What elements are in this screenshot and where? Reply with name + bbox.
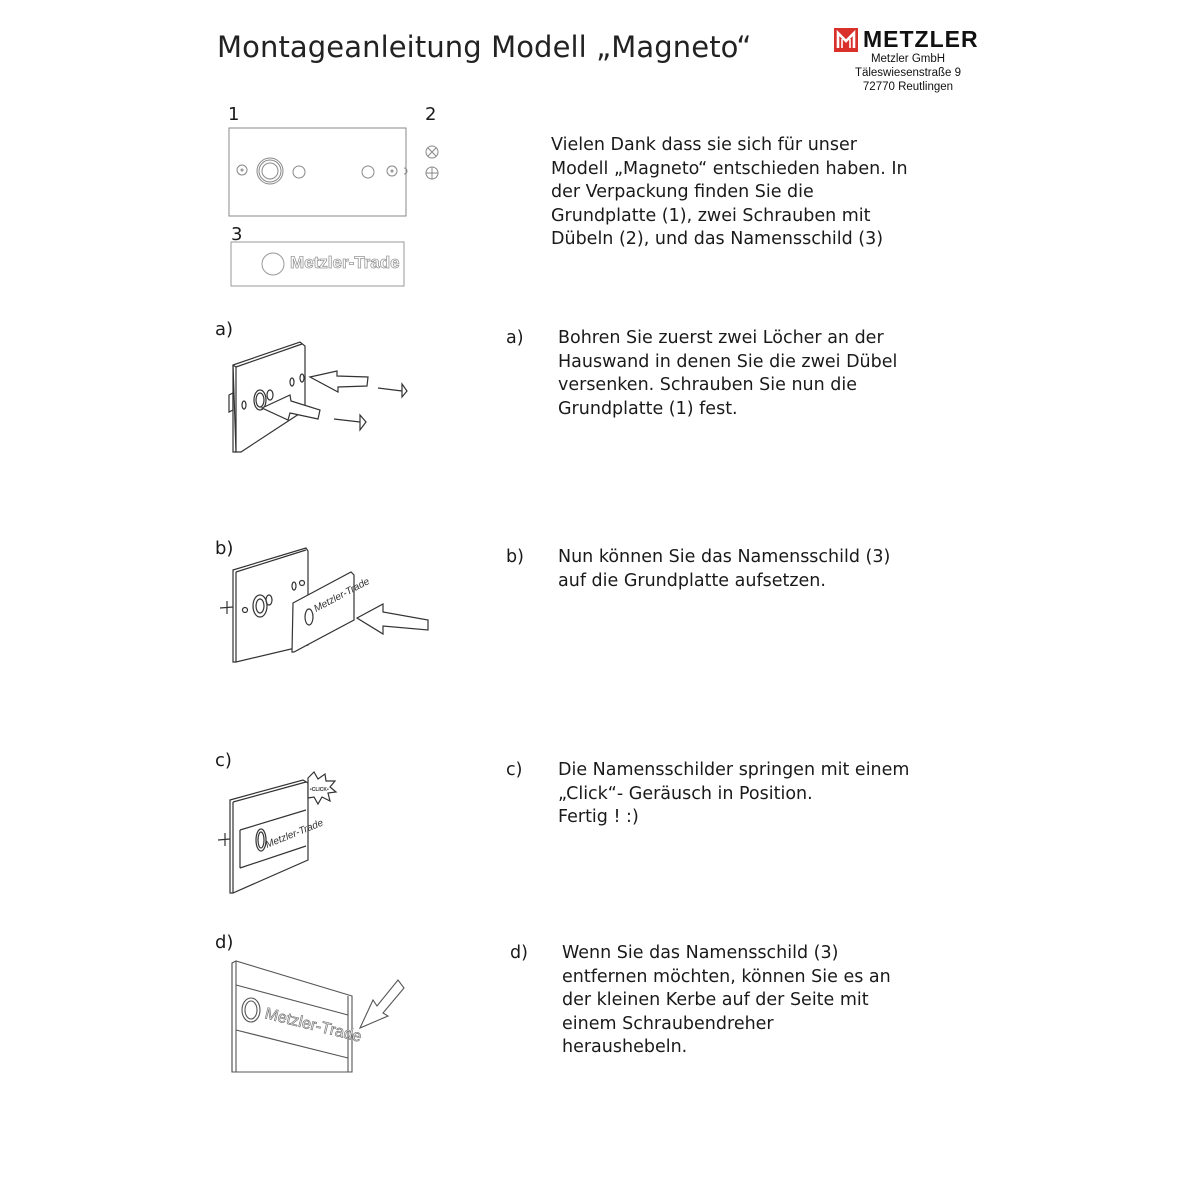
step-a-text: a) Bohren Sie zuerst zwei Löcher an der Hauswand in denen Sie die zwei Dübel versenken. Schrauben Sie nun die Grundplatte (1) fest. xyxy=(506,327,897,421)
step-d-text: d) Wenn Sie das Namensschild (3) entfernen möchten, können Sie es an der kleinen Kerbe auf der Seite mit einem Schraubendreher heraushebeln. xyxy=(510,942,891,1060)
step-b-nameplate-text: Metzler-Trade xyxy=(312,576,372,615)
step-d-marker: d) xyxy=(510,943,528,963)
address-line: 72770 Reutlingen xyxy=(862,81,954,93)
step-d-label: d) xyxy=(215,932,234,953)
step-c-marker: c) xyxy=(506,760,523,780)
step-d-nameplate-text: Metzler-Trade xyxy=(263,1005,364,1046)
nameplate-text: Metzler-Trade xyxy=(290,253,400,272)
step-b-marker: b) xyxy=(506,547,524,567)
brand-name: METZLER xyxy=(863,26,979,52)
intro-paragraph: Vielen Dank dass sie sich für unser Modell „Magneto“ entschieden haben. In der Verpackung finden Sie die Grundplatte (1), zwei Schrauben mit Dübeln (2), und das Namensschild (3) xyxy=(551,135,908,249)
step-c-nameplate-text: Metzler-Trade xyxy=(264,817,325,851)
step-b-text: b) Nun können Sie das Namensschild (3) auf die Grundplatte aufsetzen. xyxy=(506,546,890,593)
part-label-2: 2 xyxy=(425,104,437,125)
step-c-label: c) xyxy=(215,750,232,771)
part-label-3: 3 xyxy=(231,224,243,245)
step-c-text: c) Die Namensschilder springen mit einem „Click“- Geräusch in Position. Fertig ! :) xyxy=(506,759,909,830)
step-a-label: a) xyxy=(215,319,234,340)
part-label-1: 1 xyxy=(228,104,240,125)
address-line: Täleswiesenstraße 9 xyxy=(854,67,962,79)
page-title: Montageanleitung Modell „Magneto“ xyxy=(217,30,752,64)
step-a-marker: a) xyxy=(506,328,524,348)
click-text: •CLICK• xyxy=(310,787,329,793)
address-line: Metzler GmbH xyxy=(870,53,946,65)
step-b-label: b) xyxy=(215,538,234,559)
